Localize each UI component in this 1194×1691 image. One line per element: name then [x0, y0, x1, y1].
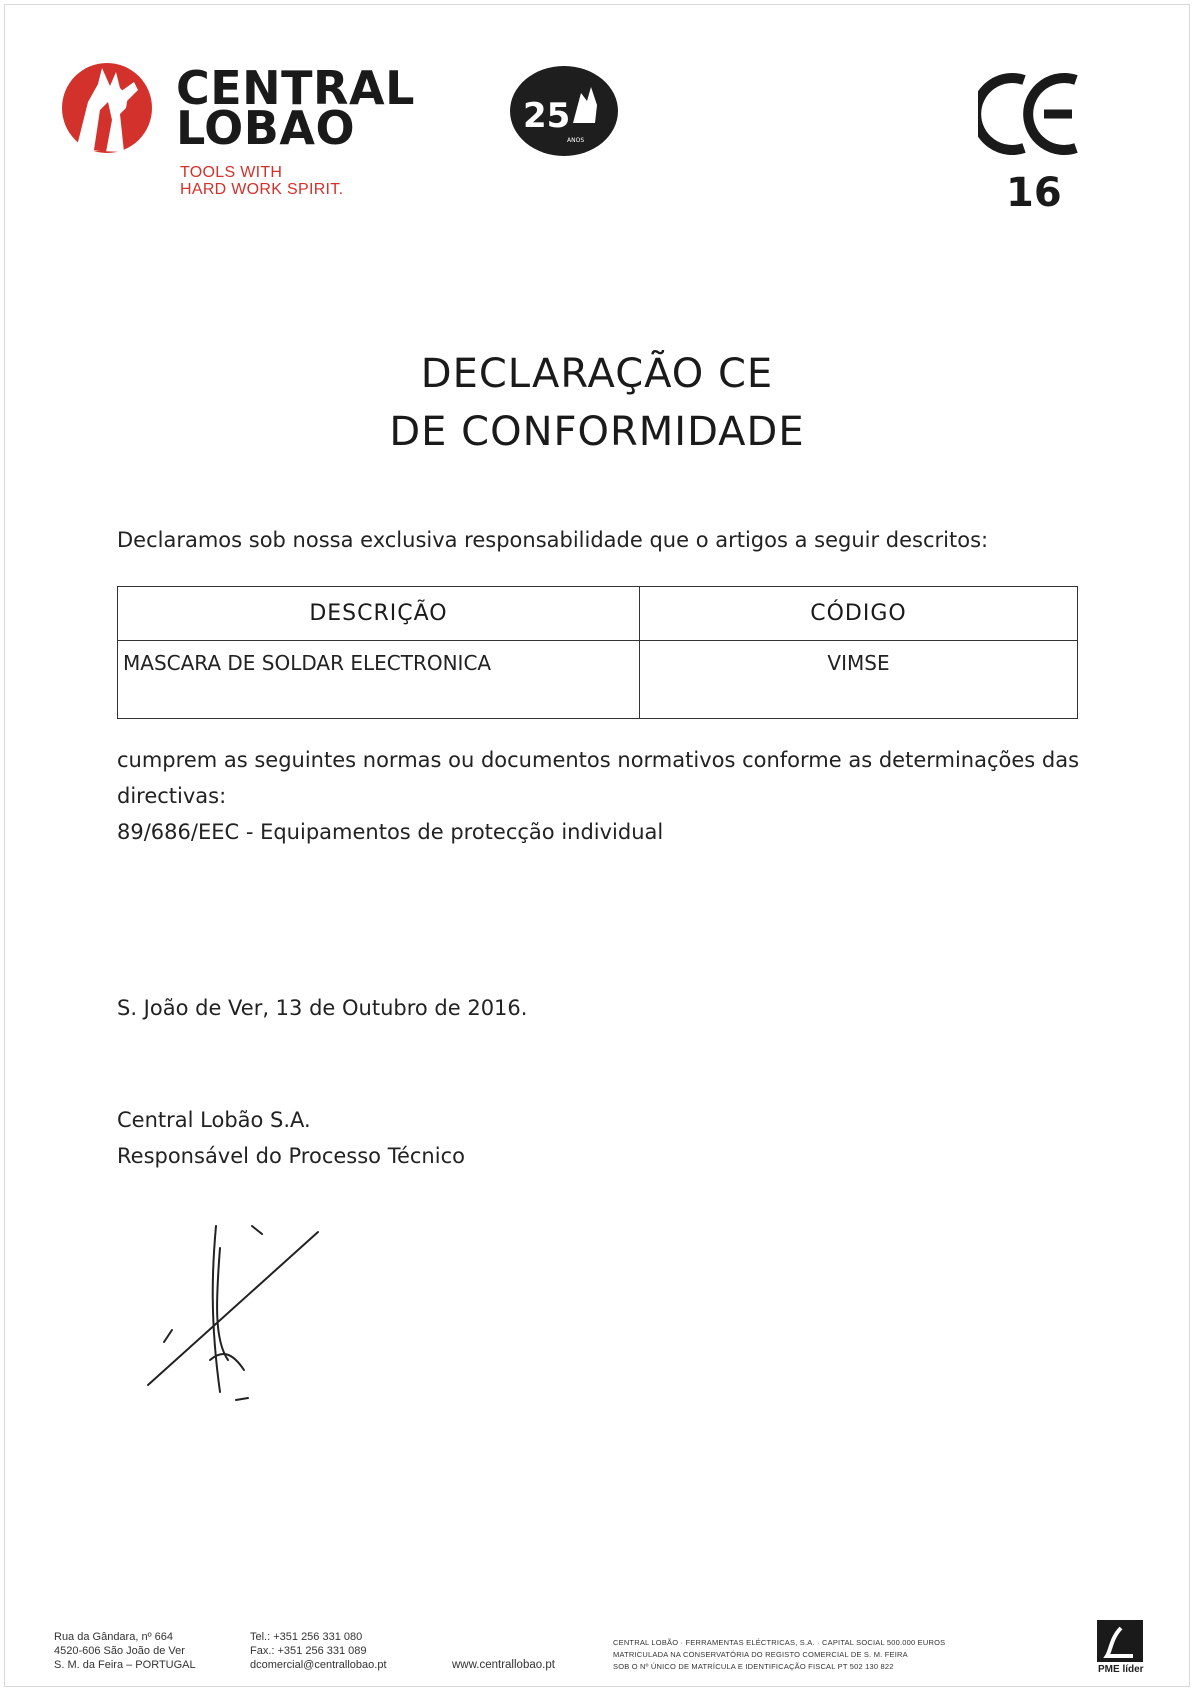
signer-role: Responsável do Processo Técnico — [117, 1144, 465, 1168]
anniversary-badge-icon — [509, 65, 619, 157]
signer-company: Central Lobão S.A. — [117, 1108, 311, 1132]
table-row — [118, 641, 1078, 719]
date-place: S. João de Ver, 13 de Outubro de 2016. — [117, 996, 528, 1020]
brand-line-2: LOBAO — [176, 101, 356, 155]
website-link[interactable]: www.centrallobao.pt — [452, 1659, 555, 1671]
footer-address — [54, 1630, 196, 1672]
title-line-2: DE CONFORMIDADE — [389, 409, 805, 455]
brand-name — [176, 61, 415, 155]
footer-legal — [613, 1637, 945, 1673]
notified-body-number: 16 — [1006, 170, 1062, 216]
norms-text: cumprem as seguintes normas ou documentos normativos conforme as determinações das directivas: — [117, 748, 1080, 808]
title-line-1: DECLARAÇÃO CE — [420, 351, 774, 397]
norms-section — [117, 742, 1087, 850]
address-line: 4520-606 São João de Ver — [54, 1645, 185, 1657]
company-logo — [54, 62, 624, 212]
footer-contacts — [250, 1630, 387, 1672]
header-description: DESCRIÇÃO — [118, 587, 640, 641]
intro-text: Declaramos sob nossa exclusiva responsabilidade que o artigos a seguir descritos: — [117, 528, 989, 552]
anniversary-number: 25 — [523, 96, 571, 136]
phone: Tel.: +351 256 331 080 — [250, 1631, 363, 1643]
address-line: Rua da Gândara, nº 664 — [54, 1631, 173, 1643]
legal-line: CENTRAL LOBÃO · FERRAMENTAS ELÉCTRICAS, S.A. · CAPITAL SOCIAL 500.000 EUROS — [613, 1638, 946, 1647]
legal-line: SOB O Nº ÚNICO DE MATRÍCULA E IDENTIFICAÇÃO FISCAL PT 502 130 822 — [613, 1662, 894, 1671]
fax: Fax.: +351 256 331 089 — [250, 1645, 367, 1657]
signer-block — [117, 1102, 465, 1174]
anniversary-label: ANOS — [567, 137, 585, 144]
product-table — [117, 586, 1078, 719]
directive-text: 89/686/EEC - Equipamentos de protecção individual — [117, 820, 664, 844]
tagline — [180, 164, 343, 198]
ce-mark-icon — [978, 70, 1080, 158]
cell-code: VIMSE — [640, 641, 1078, 719]
document-title — [0, 345, 1194, 461]
pme-label: PME líder — [1098, 1664, 1144, 1675]
tagline-line-2: HARD WORK SPIRIT. — [180, 181, 344, 198]
tagline-line-1: TOOLS WITH — [180, 164, 283, 181]
header-code: CÓDIGO — [640, 587, 1078, 641]
table-header-row — [118, 587, 1078, 641]
wolf-logo-icon — [54, 62, 160, 154]
brand-line-1: CENTRAL — [176, 61, 415, 115]
address-line: S. M. da Feira – PORTUGAL — [54, 1659, 196, 1671]
legal-line: MATRICULADA NA CONSERVATÓRIA DO REGISTO COMERCIAL DE S. M. FEIRA — [613, 1650, 908, 1659]
email-link[interactable]: dcomercial@centrallobao.pt — [250, 1659, 387, 1671]
handwritten-signature — [140, 1210, 330, 1410]
cell-description: MASCARA DE SOLDAR ELECTRONICA — [118, 641, 640, 719]
